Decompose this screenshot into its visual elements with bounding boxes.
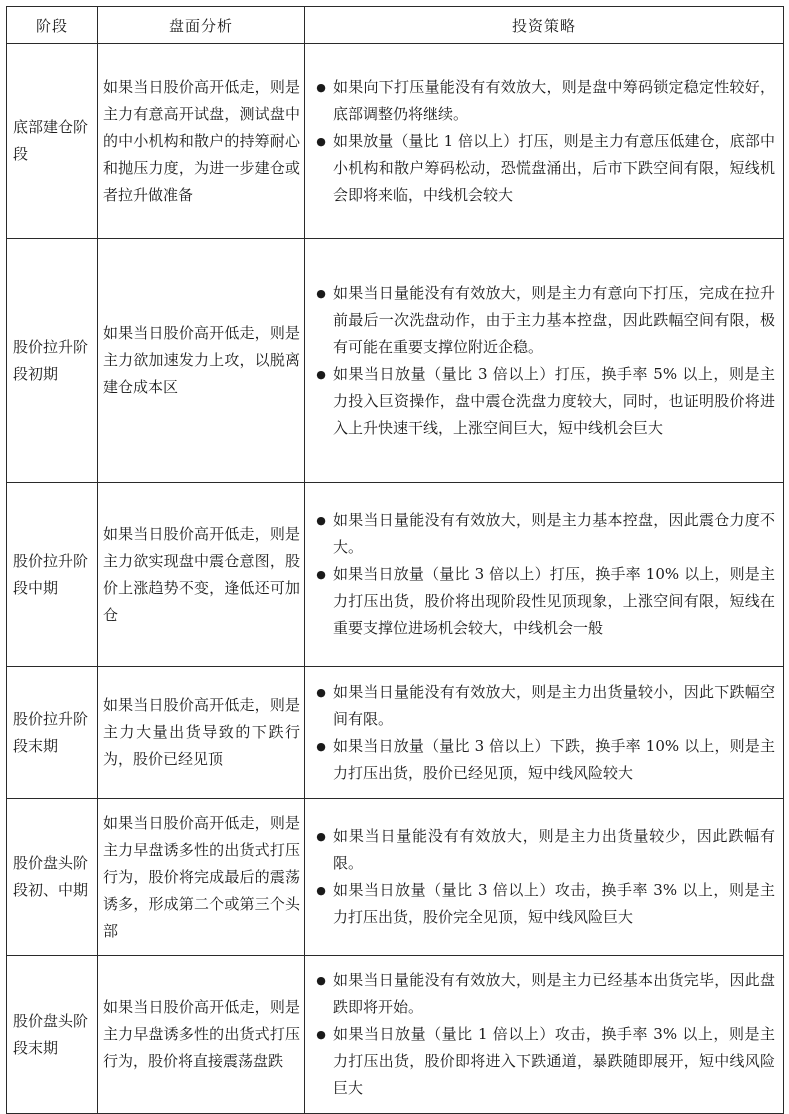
strategy-text: 如果当日量能没有有效放大，则是主力出货量较小，因此下跌幅空间有限。 (333, 682, 775, 728)
bullet-icon: ● (316, 1028, 326, 1041)
header-analysis: 盘面分析 (98, 7, 305, 44)
table-row (7, 799, 784, 956)
strategy-item (309, 74, 775, 128)
strategy-text: 如果当日放量（量比 1 倍以上）攻击，换手率 3% 以上，则是主力打压出货，股价即将进入下跌通道，暴跌随即展开，短中线风险巨大 (333, 1025, 775, 1097)
table-header-row (7, 7, 784, 44)
bullet-icon: ● (316, 286, 326, 300)
strategy-text: 如果向下打压量能没有有效放大，则是盘中筹码锁定稳定性较好，底部调整仍将继续。 (333, 77, 775, 123)
bullet-icon: ● (316, 974, 326, 987)
strategy-item (309, 967, 775, 1021)
table-row (7, 667, 784, 799)
header-stage: 阶段 (7, 7, 98, 44)
strategy-text: 如果当日放量（量比 3 倍以上）下跌，换手率 10% 以上，则是主力打压出货，股价已经见顶，短中线风险较大 (333, 736, 775, 782)
strategy-item (309, 823, 775, 877)
bullet-icon: ● (316, 830, 326, 843)
strategy-text: 如果当日量能没有有效放大，则是主力有意向下打压，完成在拉升前最后一次洗盘动作，由于主力基本控盘，因此跌幅空间有限，极有可能在重要支撑位附近企稳。 (333, 283, 775, 356)
strategy-item (309, 507, 775, 561)
strategy-item (309, 361, 775, 442)
bullet-icon: ● (316, 80, 326, 94)
stage-cell: 股价拉升阶段中期 (7, 483, 98, 667)
strategy-text: 如果当日放量（量比 3 倍以上）攻击，换手率 3% 以上，则是主力打压出货，股价完全见顶，短中线风险巨大 (333, 881, 775, 926)
analysis-cell: 如果当日股价高开低走，则是主力欲实现盘中震仓意图，股价上涨趋势不变，逢低还可加仓 (98, 483, 305, 667)
table-row (7, 44, 784, 239)
stage-cell: 股价拉升阶段初期 (7, 239, 98, 483)
strategy-cell (305, 956, 784, 1114)
strategy-text: 如果当日量能没有有效放大，则是主力出货量较少，因此跌幅有限。 (333, 827, 775, 872)
strategy-text: 如果当日量能没有有效放大，则是主力基本控盘，因此震仓力度不大。 (333, 511, 775, 556)
strategy-item (309, 877, 775, 931)
stage-cell: 股价盘头阶段初、中期 (7, 799, 98, 956)
bullet-icon: ● (316, 685, 326, 699)
strategy-item (309, 280, 775, 361)
bullet-icon: ● (316, 514, 326, 527)
strategy-cell (305, 799, 784, 956)
bullet-icon: ● (316, 568, 326, 581)
document-page (6, 6, 784, 1114)
strategy-cell (305, 667, 784, 799)
analysis-cell: 如果当日股价高开低走，则是主力有意高开试盘，测试盘中的中小机构和散户的持筹耐心和抛压力度，为进一步建仓或者拉升做准备 (98, 44, 305, 239)
strategy-item (309, 1021, 775, 1102)
strategy-cell (305, 483, 784, 667)
bullet-icon: ● (316, 739, 326, 753)
analysis-cell: 如果当日股价高开低走，则是主力欲加速发力上攻，以脱离建仓成本区 (98, 239, 305, 483)
table-row (7, 956, 784, 1114)
analysis-cell: 如果当日股价高开低走，则是主力早盘诱多性的出货式打压行为，股价将直接震荡盘跌 (98, 956, 305, 1114)
strategy-cell (305, 44, 784, 239)
strategy-item (309, 679, 775, 733)
table-row (7, 483, 784, 667)
analysis-cell: 如果当日股价高开低走，则是主力早盘诱多性的出货式打压行为，股价将完成最后的震荡诱多，形成第二个或第三个头部 (98, 799, 305, 956)
strategy-text: 如果当日放量（量比 3 倍以上）打压，换手率 10% 以上，则是主力打压出货，股价将出现阶段性见顶现象，上涨空间有限，短线在重要支撑位进场机会较大，中线机会一般 (333, 565, 775, 637)
header-strategy: 投资策略 (305, 7, 784, 44)
stage-cell: 股价拉升阶段末期 (7, 667, 98, 799)
strategy-item (309, 733, 775, 787)
strategy-item (309, 561, 775, 642)
bullet-icon: ● (316, 367, 326, 381)
strategy-text: 如果放量（量比 1 倍以上）打压，则是主力有意压低建仓，底部中小机构和散户筹码松动，恐慌盘涌出，后市下跌空间有限，短线机会即将来临，中线机会较大 (333, 131, 775, 204)
strategy-text: 如果当日放量（量比 3 倍以上）打压，换手率 5% 以上，则是主力投入巨资操作，盘中震仓洗盘力度较大，同时，也证明股价将进入上升快速干线，上涨空间巨大，短中线机会巨大 (333, 364, 775, 437)
table-row (7, 239, 784, 483)
stage-cell: 底部建仓阶段 (7, 44, 98, 239)
bullet-icon: ● (316, 134, 326, 148)
bullet-icon: ● (316, 884, 326, 897)
strategy-item (309, 128, 775, 209)
analysis-cell: 如果当日股价高开低走，则是主力大量出货导致的下跌行为，股价已经见顶 (98, 667, 305, 799)
stage-cell: 股价盘头阶段末期 (7, 956, 98, 1114)
strategy-table (6, 6, 784, 1114)
strategy-text: 如果当日量能没有有效放大，则是主力已经基本出货完毕，因此盘跌即将开始。 (333, 971, 775, 1016)
strategy-cell (305, 239, 784, 483)
